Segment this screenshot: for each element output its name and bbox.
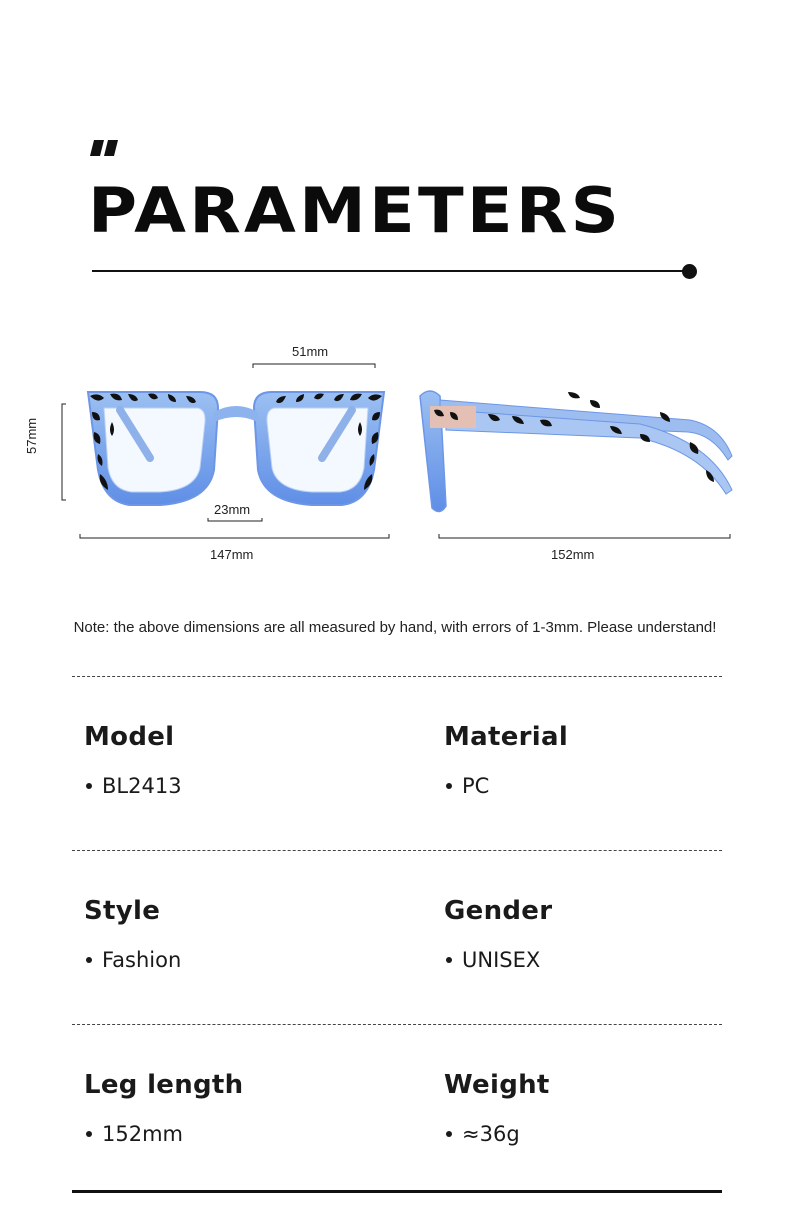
title-divider-dot — [682, 264, 697, 279]
param-label: Model — [84, 722, 175, 752]
dashed-divider — [72, 850, 722, 851]
lens-width-label: 51mm — [292, 344, 329, 359]
dashed-divider — [72, 676, 722, 677]
param-label: Leg length — [84, 1070, 244, 1100]
bullet-icon — [446, 957, 452, 963]
param-value: PC — [462, 774, 490, 798]
param-value: UNISEX — [462, 948, 541, 972]
bullet-icon — [86, 783, 92, 789]
dashed-divider — [72, 1024, 722, 1025]
param-style — [84, 896, 181, 972]
glasses-illustration — [0, 330, 790, 580]
frame-width-label: 147mm — [210, 547, 254, 562]
param-value: ≈36g — [462, 1122, 520, 1146]
bridge-label: 23mm — [214, 502, 251, 517]
param-value: 152mm — [102, 1122, 183, 1146]
bullet-icon — [86, 1131, 92, 1137]
double-quote-icon — [90, 140, 122, 160]
bullet-icon — [446, 783, 452, 789]
param-value: Fashion — [102, 948, 182, 972]
temple-length-label: 152mm — [551, 547, 595, 562]
param-gender — [444, 896, 552, 972]
lens-height-label: 57mm — [24, 417, 39, 454]
param-model — [84, 722, 182, 798]
dimension-figures — [0, 330, 790, 580]
param-value: BL2413 — [102, 774, 182, 798]
measurement-note: Note: the above dimensions are all measured by hand, with errors of 1-3mm. Please understand! — [73, 619, 717, 636]
front-view — [88, 392, 384, 505]
title-divider — [92, 270, 690, 272]
param-label: Material — [444, 722, 569, 752]
page-title: PARAMETERS — [88, 174, 623, 247]
param-leg-length — [84, 1070, 243, 1146]
param-material — [444, 722, 568, 798]
bottom-divider — [72, 1190, 722, 1193]
bullet-icon — [446, 1131, 452, 1137]
param-label: Weight — [444, 1070, 550, 1100]
param-weight — [444, 1070, 550, 1146]
param-label: Gender — [444, 896, 553, 926]
bullet-icon — [86, 957, 92, 963]
side-view — [420, 391, 732, 512]
param-label: Style — [84, 896, 161, 926]
